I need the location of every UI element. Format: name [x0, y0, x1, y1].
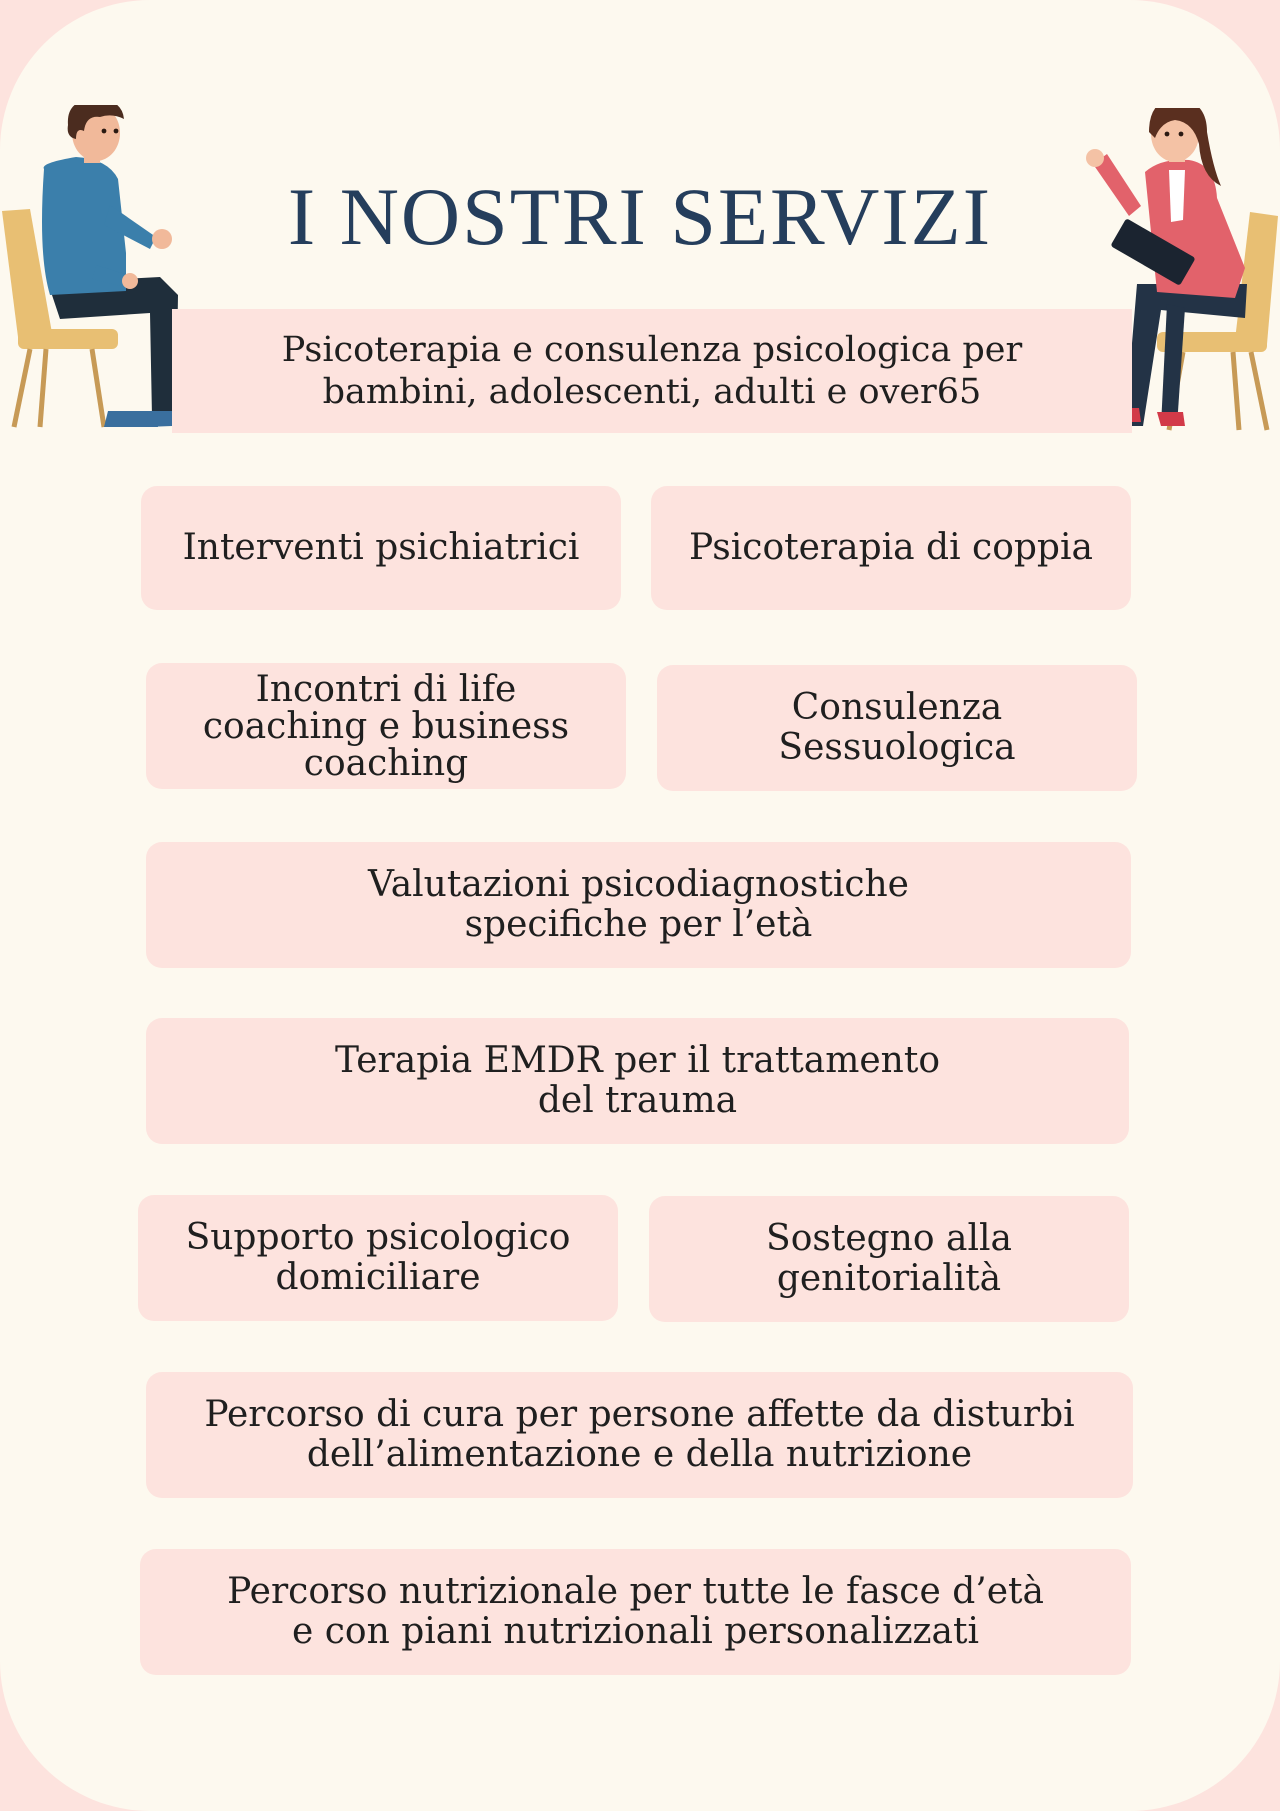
service-pill-couple-therapy: Psicoterapia di coppia: [651, 486, 1131, 610]
service-pill-coaching: Incontri di life coaching e business coaching: [146, 663, 626, 789]
page-title: I NOSTRI SERVIZI: [287, 171, 993, 262]
intro-banner: Psicoterapia e consulenza psicologica per bambini, adolescenti, adulti e over65: [172, 309, 1132, 433]
service-pill-eating-disorders: Percorso di cura per persone affette da disturbi dell’alimentazione e della nutrizione: [146, 1372, 1133, 1498]
service-pill-nutrition: Percorso nutrizionale per tutte le fasce d’età e con piani nutrizionali personalizzati: [140, 1549, 1131, 1675]
service-pill-emdr: Terapia EMDR per il trattamento del trauma: [146, 1018, 1129, 1144]
service-pill-psychodiagnostic: Valutazioni psicodiagnostiche specifiche per l’età: [146, 842, 1131, 968]
service-pill-psychiatric: Interventi psichiatrici: [141, 486, 621, 610]
service-pill-parenting: Sostegno alla genitorialità: [649, 1196, 1129, 1322]
service-pill-home-support: Supporto psicologico domiciliare: [138, 1195, 618, 1321]
service-pill-sexology: Consulenza Sessuologica: [657, 665, 1137, 791]
